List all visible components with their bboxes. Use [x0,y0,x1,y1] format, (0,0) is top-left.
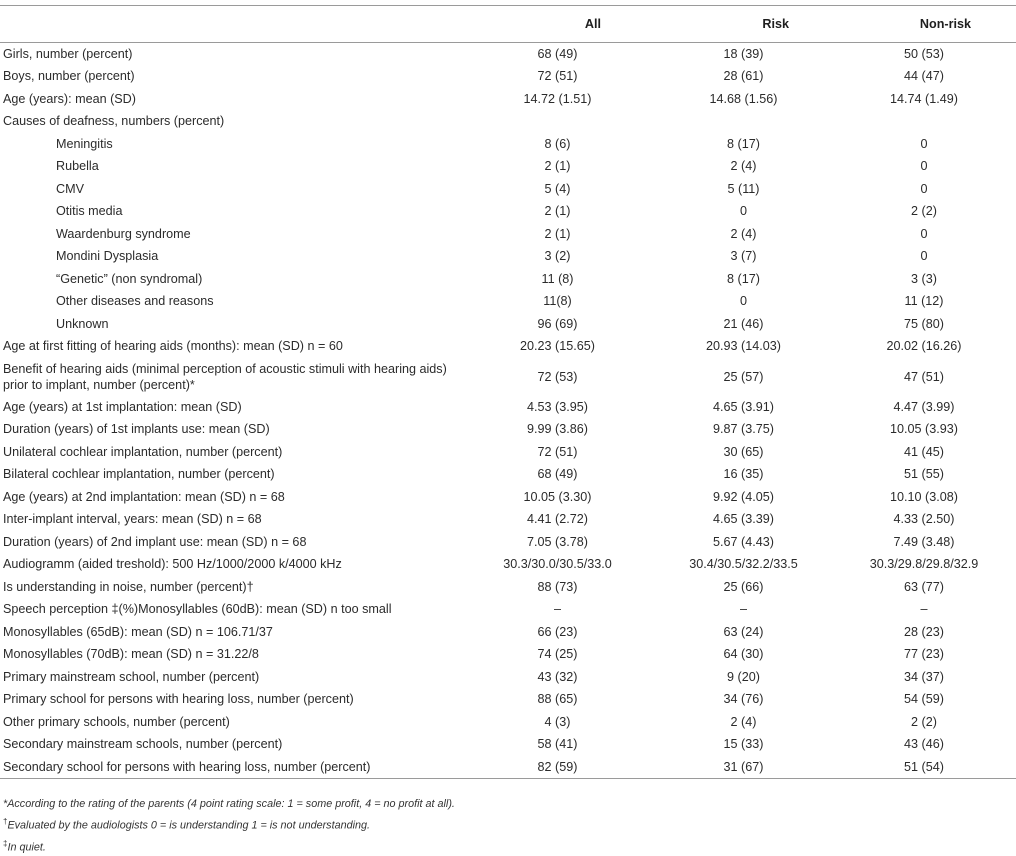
cell-risk: 9 (20) [727,669,760,684]
table-body [0,43,1016,779]
header-all: All [460,6,655,43]
row-label: Benefit of hearing aids (minimal perception of acoustic stimuli with hearing aids) prior to implant, number (percent)* [3,361,447,392]
cell-all: 8 (6) [544,136,571,151]
cell-risk: 18 (39) [723,47,764,61]
table-row [0,688,1016,711]
cell-nonrisk: 10.05 (3.93) [890,422,958,437]
table-row [0,133,1016,156]
footnote-ddagger [3,835,455,856]
table-row [0,486,1016,509]
cell-nonrisk: 51 (54) [832,756,1016,779]
cell-nonrisk: 4.33 (2.50) [893,512,955,527]
row-label: Causes of deafness, numbers (percent) [3,114,225,129]
table-row [0,223,1016,246]
cell-all: 4 (3) [544,714,571,729]
table-row [0,110,1016,133]
row-label: Duration (years) of 2nd implant use: mean (SD) n = 68 [3,534,307,549]
cell-risk: 34 (76) [723,692,764,707]
cell-all: 2 (1) [544,204,571,219]
cell-risk: 3 (7) [730,249,757,264]
row-label: Boys, number (percent) [3,69,135,84]
cell-risk: – [739,602,747,617]
row-label: Primary mainstream school, number (percent) [3,669,260,684]
cell-all: 11(8) [543,294,572,309]
row-label: Other diseases and reasons [56,294,214,309]
cell-risk: 14.68 (1.56) [709,91,778,106]
header-label-col [0,6,460,43]
cell-all: 2 (1) [544,159,571,174]
cell-risk: 0 [739,294,747,309]
cell-risk: 30.4/30.5/32.2/33.5 [689,557,798,572]
cell-all: 82 (59) [460,756,655,779]
row-label: Girls, number (percent) [3,47,133,61]
header-nonrisk: Non-risk [832,6,1016,43]
ddagger-mark: ‡ [3,838,8,848]
cell-nonrisk: 34 (37) [904,669,944,684]
row-label: Meningitis [56,136,113,151]
table-row [0,178,1016,201]
cell-all: 9.99 (3.86) [527,422,588,437]
row-label: Duration (years) of 1st implants use: mean (SD) [3,422,270,437]
cell-nonrisk: 63 (77) [904,579,944,594]
dagger-mark: † [3,817,8,826]
cell-nonrisk: 0 [920,159,928,174]
row-label: Monosyllables (65dB): mean (SD) n = 106.71/37 [3,624,273,639]
cell-nonrisk: – [920,602,928,617]
cell-all: – [553,602,561,617]
cell-risk: 20.93 (14.03) [706,339,781,354]
cell-nonrisk: 0 [920,136,928,151]
cell-all: 7.05 (3.78) [527,534,588,549]
cell-risk: 9.92 (4.05) [713,489,774,504]
footnotes [3,796,455,856]
cell-all: 68 (49) [537,47,578,61]
row-label: Inter-implant interval, years: mean (SD) n = 68 [3,512,262,527]
table-row [0,358,1016,396]
table-row [0,711,1016,734]
cell-risk: 9.87 (3.75) [713,422,774,437]
cell-risk: 4.65 (3.91) [713,399,774,414]
cell-risk: 21 (46) [723,316,764,331]
cell-all: 14.72 (1.51) [523,91,592,106]
table-row [0,88,1016,111]
cell-all: 10.05 (3.30) [523,489,592,504]
row-label: Age (years) at 2nd implantation: mean (SD) n = 68 [3,489,285,504]
cell-risk: 2 (4) [730,159,757,174]
cell-risk: 28 (61) [723,69,764,84]
cell-all: 66 (23) [537,624,578,639]
row-label: Unilateral cochlear implantation, number (percent) [3,444,283,459]
cell-nonrisk: 3 (3) [911,271,937,286]
row-label: Mondini Dysplasia [56,249,159,264]
data-table [0,5,1016,779]
table-row [0,666,1016,689]
cell-all: 4.41 (2.72) [527,512,588,527]
cell-all: 20.23 (15.65) [520,339,595,354]
cell-nonrisk: 43 (46) [904,737,944,752]
cell-risk: 63 (24) [723,624,764,639]
table-row [0,418,1016,441]
table-row [0,200,1016,223]
cell-all: 72 (53) [537,369,578,384]
row-label: Speech perception ‡(%)Monosyllables (60dB): mean (SD) n too small [3,602,392,617]
cell-all: 96 (69) [537,316,578,331]
cell-nonrisk: 28 (23) [904,624,944,639]
cell-risk: 5.67 (4.43) [713,534,774,549]
cell-risk: 2 (4) [730,226,757,241]
table-row [0,621,1016,644]
cell-nonrisk: 11 (12) [904,294,944,309]
cell-risk [655,110,832,133]
row-label: CMV [56,181,84,196]
table-header-row [0,6,1016,43]
row-label: Secondary mainstream schools, number (percent) [3,737,283,752]
row-label: Bilateral cochlear implantation, number (percent) [3,467,275,482]
cell-nonrisk: 0 [920,226,928,241]
row-label: Otitis media [56,204,123,219]
cell-nonrisk: 7.49 (3.48) [893,534,955,549]
row-label: Audiogramm (aided treshold): 500 Hz/1000/2000 k/4000 kHz [3,557,342,572]
cell-risk: 31 (67) [655,756,832,779]
table-row [0,155,1016,178]
cell-risk: 2 (4) [730,714,757,729]
header-risk: Risk [655,6,832,43]
table-row [0,245,1016,268]
cell-nonrisk: 2 (2) [911,714,937,729]
cell-risk: 15 (33) [723,737,764,752]
footnote-ddagger-text: In quiet. [7,841,46,854]
row-label: “Genetic” (non syndromal) [56,271,203,286]
cell-nonrisk: 51 (55) [904,467,944,482]
row-label: Waardenburg syndrome [56,226,191,241]
cell-all: 72 (51) [537,69,578,84]
cell-all: 5 (4) [544,181,571,196]
cell-all: 88 (65) [537,692,578,707]
cell-nonrisk: 50 (53) [904,47,944,61]
table-row [0,508,1016,531]
table-row [0,598,1016,621]
cell-all: 4.53 (3.95) [527,399,588,414]
footnote-dagger [3,813,455,835]
row-label: Rubella [56,159,99,174]
row-label: Age (years): mean (SD) [3,91,136,106]
table-row [0,531,1016,554]
cell-all: 11 (8) [541,271,574,286]
cell-all: 2 (1) [544,226,571,241]
cell-nonrisk: 10.10 (3.08) [890,489,958,504]
cell-all: 74 (25) [537,647,578,662]
table-row [0,441,1016,464]
cell-nonrisk: 47 (51) [904,369,944,384]
row-label: Age (years) at 1st implantation: mean (SD) [3,399,242,414]
cell-risk: 64 (30) [723,647,764,662]
row-label: Other primary schools, number (percent) [3,714,230,729]
cell-risk: 5 (11) [727,181,760,196]
cell-nonrisk: 2 (2) [911,204,937,219]
footnote-star: *According to the rating of the parents (4 point rating scale: 1 = some profit, 4 = no profit at all). [3,798,455,810]
cell-nonrisk: 14.74 (1.49) [890,91,958,106]
table-row [0,756,1016,779]
table-row [0,396,1016,419]
cell-nonrisk: 0 [920,249,928,264]
cell-all: 68 (49) [537,467,578,482]
cell-all [460,110,655,133]
cell-risk: 8 (17) [727,271,760,286]
cell-all: 58 (41) [537,737,578,752]
cell-risk: 0 [739,204,747,219]
cell-all: 72 (51) [537,444,578,459]
cell-risk: 16 (35) [723,467,764,482]
cell-nonrisk: 44 (47) [904,69,944,84]
row-label: Monosyllables (70dB): mean (SD) n = 31.22/8 [3,647,259,662]
cell-nonrisk: 20.02 (16.26) [886,339,962,354]
cell-nonrisk: 75 (80) [904,316,944,331]
table-row [0,643,1016,666]
table-row [0,463,1016,486]
cell-nonrisk [832,110,1016,133]
table-row [0,733,1016,756]
cell-nonrisk: 0 [920,181,928,196]
row-label: Unknown [56,316,109,331]
cell-all: 30.3/30.0/30.5/33.0 [503,557,612,572]
table-row [0,313,1016,336]
cell-nonrisk: 77 (23) [904,647,944,662]
cell-nonrisk: 54 (59) [904,692,944,707]
row-label: Is understanding in noise, number (percent)† [3,579,254,594]
table-row [0,335,1016,358]
cell-nonrisk: 4.47 (3.99) [893,399,955,414]
table-row [0,290,1016,313]
cell-all: 88 (73) [537,579,578,594]
cell-nonrisk: 41 (45) [904,444,944,459]
footnote-dagger-text: Evaluated by the audiologists 0 = is understanding 1 = is not understanding. [7,819,370,832]
row-label: Primary school for persons with hearing loss, number (percent) [3,692,354,707]
cell-all: 43 (32) [537,669,578,684]
cell-risk: 25 (66) [723,579,764,594]
cell-risk: 4.65 (3.39) [713,512,774,527]
table-row [0,576,1016,599]
cell-risk: 30 (65) [723,444,764,459]
table-row [0,268,1016,291]
cell-risk: 25 (57) [723,369,764,384]
cell-nonrisk: 30.3/29.8/29.8/32.9 [869,557,979,572]
cell-all: 3 (2) [544,249,571,264]
table-row [0,43,1016,66]
table-row [0,65,1016,88]
cell-risk: 8 (17) [727,136,760,151]
row-label: Age at first fitting of hearing aids (months): mean (SD) n = 60 [3,339,343,354]
row-label: Secondary school for persons with hearing loss, number (percent) [0,756,460,779]
table-row [0,553,1016,576]
